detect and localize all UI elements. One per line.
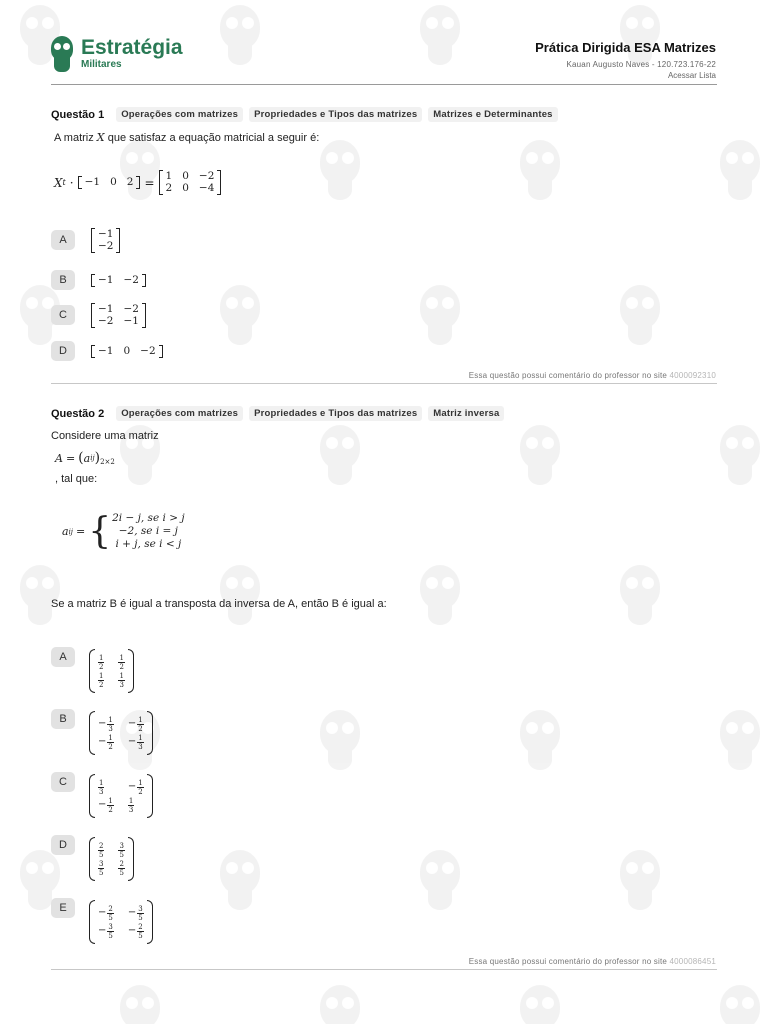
topic-tag[interactable]: Propriedades e Tipos das matrizes: [249, 406, 422, 421]
fraction-numerator: 1: [119, 671, 124, 680]
matrix-cell: 0: [182, 182, 189, 194]
matrix-bracket-right: [217, 170, 221, 195]
question-divider: [51, 969, 717, 970]
def-eq: =: [65, 451, 76, 465]
pw-case: 2i − j, se i > j: [112, 512, 185, 524]
matrix-cell-sign: −: [98, 907, 107, 918]
owl-watermark-icon: [620, 565, 660, 625]
eq-lhs-var: X: [54, 175, 63, 190]
matrix-cell: [128, 779, 144, 796]
matrix-cell: −1: [98, 345, 114, 357]
matrix-cell-fraction: [137, 734, 143, 751]
option-a-matrix: [89, 649, 134, 693]
matrix-cell: −1: [98, 228, 114, 240]
question-2-stem-3: Se a matriz B é igual a transposta da inversa de A, então B é igual a:: [51, 598, 387, 610]
matrix-cell-fraction: [98, 779, 104, 796]
matrix-cell-fraction: [137, 923, 143, 940]
brand-subtitle: Militares: [81, 59, 122, 70]
option-a-matrix: [91, 228, 120, 253]
stem-variable: X: [96, 131, 105, 144]
matrix-cell: [98, 734, 114, 751]
matrix-cell: 2: [165, 182, 173, 194]
matrix-cell: −4: [198, 182, 215, 194]
footer-text: Essa questão possui comentário do professor no site: [468, 371, 668, 380]
matrix-cell: [128, 923, 144, 940]
fraction-numerator: 1: [138, 733, 143, 742]
matrix-bracket-right: [142, 303, 146, 328]
matrix-cell-fraction: [98, 842, 104, 859]
matrix-cell-fraction: [98, 860, 104, 877]
fraction-denominator: 2: [119, 662, 124, 671]
fraction-numerator: 2: [119, 859, 124, 868]
topic-tag[interactable]: Propriedades e Tipos das matrizes: [249, 107, 422, 122]
matrix-bracket-right: [136, 176, 140, 189]
owl-watermark-icon: [520, 425, 560, 485]
owl-watermark-icon: [520, 140, 560, 200]
fraction-numerator: 2: [138, 922, 143, 931]
matrix-cell: 0: [123, 345, 131, 357]
matrix-cell: −2: [198, 170, 215, 182]
question-1-header: [51, 107, 564, 122]
matrix-cells: [95, 345, 159, 358]
matrix-bracket-right: [142, 274, 146, 287]
fraction-denominator: 5: [119, 850, 124, 859]
matrix-cell-sign: −: [127, 781, 137, 792]
owl-watermark-icon: [420, 850, 460, 910]
fraction-denominator: 5: [119, 868, 124, 877]
fraction-numerator: 1: [108, 715, 113, 724]
matrix-cell-sign: −: [98, 718, 107, 729]
matrix-cell-sign: −: [98, 736, 107, 747]
question-divider: [51, 383, 717, 384]
owl-watermark-icon: [120, 985, 160, 1024]
option-e-button[interactable]: E: [51, 898, 75, 918]
question-2-footer: [469, 957, 716, 966]
option-b-button[interactable]: B: [51, 709, 75, 729]
brand-logo[interactable]: [51, 36, 183, 72]
matrix-cell-fraction: [128, 797, 134, 814]
pw-case: −2, se i = j: [118, 525, 178, 537]
owl-watermark-icon: [320, 985, 360, 1024]
fraction-numerator: 3: [99, 859, 104, 868]
question-2-stem-1: Considere uma matriz: [51, 430, 159, 442]
fraction-denominator: 2: [108, 805, 113, 814]
matrix-cell-sign: −: [127, 736, 137, 747]
matrix-cell: −2: [98, 240, 114, 252]
topic-tag[interactable]: Matrizes e Determinantes: [428, 107, 557, 122]
matrix-cells: [95, 841, 128, 878]
matrix-cell-sign: −: [127, 718, 137, 729]
matrix-cell: [98, 923, 114, 940]
owl-watermark-icon: [20, 565, 60, 625]
matrix-cell-fraction: [118, 842, 124, 859]
matrix-cell: −2: [123, 303, 139, 315]
owl-watermark-icon: [420, 285, 460, 345]
pw-lhs: a: [62, 525, 69, 538]
fraction-denominator: 5: [138, 931, 143, 940]
def-paren-right: ): [94, 450, 101, 466]
question-1-footer: [469, 371, 716, 380]
fraction-numerator: 1: [128, 796, 134, 805]
matrix-cell: [98, 797, 114, 814]
fraction-numerator: 3: [138, 904, 143, 913]
owl-watermark-icon: [220, 5, 260, 65]
eq-lhs-sup: t: [62, 178, 66, 187]
owl-watermark-icon: [220, 850, 260, 910]
stem-text: A matriz: [54, 132, 94, 144]
matrix-cell: [128, 716, 144, 733]
owl-watermark-icon: [720, 140, 760, 200]
matrix-cell: −2: [98, 315, 114, 327]
owl-watermark-icon: [720, 985, 760, 1024]
option-c-button[interactable]: C: [51, 305, 75, 325]
header-info: [535, 40, 716, 80]
matrix-cell: [98, 860, 104, 877]
matrix-cells: [82, 176, 137, 189]
matrix-cell: [118, 860, 124, 877]
matrix-cell: [118, 842, 124, 859]
matrix-cells: [95, 904, 147, 941]
question-id-link[interactable]: 4000086451: [669, 957, 716, 966]
eq-rhs-matrix: [159, 170, 222, 195]
option-a-button[interactable]: A: [51, 230, 75, 250]
matrix-cell-sign: −: [127, 925, 137, 936]
owl-watermark-icon: [420, 565, 460, 625]
matrix-cell: 0: [110, 176, 117, 188]
topic-tag[interactable]: Matriz inversa: [428, 406, 504, 421]
matrix-cell-fraction: [118, 860, 124, 877]
matrix-cell: [128, 734, 144, 751]
def-elem: a: [83, 451, 91, 465]
def-elem-sub: ij: [90, 454, 95, 462]
matrix-cell: −1: [123, 315, 139, 327]
owl-watermark-icon: [520, 710, 560, 770]
question-2-stem-2: , tal que:: [55, 473, 98, 485]
fraction-denominator: 5: [99, 850, 104, 859]
matrix-bracket-right: [116, 228, 120, 253]
question-2-header: [51, 406, 510, 421]
def-paren-left: (: [78, 450, 84, 466]
matrix-paren-right: [128, 649, 134, 693]
fraction-numerator: 1: [108, 733, 113, 742]
fraction-denominator: 3: [108, 724, 113, 733]
matrix-cells: [95, 303, 142, 328]
page-title: Prática Dirigida ESA Matrizes: [535, 40, 716, 55]
matrix-cell: [98, 842, 104, 859]
fraction-numerator: 1: [108, 796, 113, 805]
piecewise-definition: [62, 512, 185, 551]
question-number: Questão 2: [51, 407, 105, 420]
fraction-numerator: 1: [138, 715, 143, 724]
matrix-cell: [118, 672, 124, 689]
matrix-cell-fraction: [118, 654, 124, 671]
fraction-denominator: 3: [138, 742, 143, 751]
option-a-button[interactable]: A: [51, 647, 75, 667]
fraction-numerator: 1: [99, 653, 104, 662]
matrix-cell-fraction: [137, 779, 143, 796]
matrix-cells: [95, 715, 147, 752]
owl-watermark-icon: [520, 985, 560, 1024]
matrix-cell-fraction: [107, 734, 113, 751]
brand-name: Estratégia: [81, 36, 183, 59]
option-b-matrix: [89, 711, 153, 755]
fraction-numerator: 1: [119, 653, 124, 662]
fraction-numerator: 2: [99, 841, 104, 850]
fraction-numerator: 1: [99, 778, 104, 787]
stem-text: que satisfaz a equação matricial a seguir é:: [107, 132, 320, 144]
option-c-matrix: [89, 774, 153, 818]
matrix-cell-fraction: [98, 654, 104, 671]
option-d-matrix: [89, 837, 134, 881]
def-size: 2×2: [100, 458, 115, 466]
def-lhs: A: [55, 451, 63, 465]
matrix-cell: 0: [182, 170, 189, 182]
fraction-denominator: 3: [99, 787, 104, 796]
matrix-bracket-right: [159, 345, 163, 358]
matrix-definition: [55, 450, 115, 466]
pw-brace: {: [88, 510, 112, 552]
matrix-cell: 1: [165, 170, 173, 182]
owl-watermark-icon: [420, 5, 460, 65]
matrix-cells: [95, 653, 128, 690]
fraction-denominator: 3: [128, 805, 134, 814]
matrix-cell-fraction: [107, 797, 113, 814]
topic-tag[interactable]: Operações com matrizes: [116, 406, 243, 421]
matrix-cell: [98, 716, 114, 733]
matrix-cell: −1: [98, 303, 114, 315]
matrix-cell-fraction: [137, 716, 143, 733]
matrix-cell-fraction: [107, 923, 113, 940]
open-list-link[interactable]: Acessar Lista: [667, 71, 716, 80]
matrix-cell: [118, 654, 124, 671]
matrix-cell-fraction: [118, 672, 124, 689]
fraction-denominator: 2: [138, 787, 143, 796]
user-info: Kauan Augusto Naves - 120.723.176-22: [566, 60, 716, 69]
pw-case: i + j, se i < j: [115, 538, 182, 550]
fraction-denominator: 5: [138, 913, 143, 922]
owl-watermark-icon: [620, 850, 660, 910]
matrix-cell: [98, 905, 114, 922]
option-d-button[interactable]: D: [51, 341, 75, 361]
matrix-paren-right: [147, 900, 153, 944]
pw-lhs-sub: ij: [68, 527, 73, 536]
matrix-cell: −1: [84, 176, 101, 188]
option-d-matrix: [91, 345, 163, 358]
fraction-denominator: 5: [108, 931, 113, 940]
option-b-button[interactable]: B: [51, 270, 75, 290]
question-1-equation: [54, 170, 221, 195]
matrix-paren-right: [128, 837, 134, 881]
matrix-cell-fraction: [107, 905, 113, 922]
option-b-matrix: [91, 274, 146, 287]
footer-text: Essa questão possui comentário do professor no site: [468, 957, 668, 966]
option-e-matrix: [89, 900, 153, 944]
owl-watermark-icon: [220, 565, 260, 625]
question-id-link[interactable]: 4000092310: [669, 371, 716, 380]
owl-watermark-icon: [320, 140, 360, 200]
matrix-cell: −1: [98, 274, 114, 286]
eq-row-matrix: [78, 176, 141, 189]
option-d-button[interactable]: D: [51, 835, 75, 855]
matrix-cells: [163, 170, 218, 195]
owl-watermark-icon: [720, 425, 760, 485]
owl-logo-icon: [51, 36, 73, 72]
matrix-cells: [95, 274, 142, 287]
fraction-denominator: 2: [138, 724, 143, 733]
fraction-denominator: 5: [99, 868, 104, 877]
matrix-cell-sign: −: [127, 907, 137, 918]
pw-cases: [112, 512, 184, 551]
matrix-cell: [98, 654, 104, 671]
matrix-cells: [95, 778, 147, 815]
matrix-cells: [95, 228, 116, 253]
header-divider: [51, 84, 717, 85]
fraction-denominator: 3: [119, 680, 124, 689]
owl-watermark-icon: [220, 285, 260, 345]
matrix-cell-fraction: [98, 672, 104, 689]
option-c-button[interactable]: C: [51, 772, 75, 792]
fraction-numerator: 1: [99, 671, 104, 680]
fraction-denominator: 2: [99, 680, 104, 689]
matrix-cell: 2: [126, 176, 134, 188]
matrix-cell-sign: −: [98, 799, 107, 810]
matrix-paren-right: [147, 711, 153, 755]
fraction-numerator: 1: [138, 778, 143, 787]
eq-equals: =: [144, 175, 155, 190]
fraction-denominator: 2: [108, 742, 113, 751]
matrix-cell-fraction: [107, 716, 113, 733]
matrix-cell: [98, 672, 104, 689]
fraction-numerator: 3: [108, 922, 113, 931]
fraction-denominator: 2: [99, 662, 104, 671]
eq-dot: ·: [69, 175, 74, 190]
owl-watermark-icon: [320, 425, 360, 485]
owl-watermark-icon: [620, 285, 660, 345]
owl-watermark-icon: [320, 710, 360, 770]
matrix-cell-sign: −: [98, 925, 107, 936]
pw-eq: =: [75, 525, 86, 538]
question-1-stem: [54, 131, 319, 144]
fraction-denominator: 5: [108, 913, 113, 922]
fraction-numerator: 3: [119, 841, 124, 850]
matrix-cell: [98, 779, 114, 796]
matrix-cell: [128, 797, 144, 814]
question-number: Questão 1: [51, 108, 105, 121]
matrix-cell: −2: [140, 345, 156, 357]
matrix-paren-right: [147, 774, 153, 818]
option-c-matrix: [91, 303, 146, 328]
matrix-cell: [128, 905, 144, 922]
fraction-numerator: 2: [108, 904, 113, 913]
topic-tag[interactable]: Operações com matrizes: [116, 107, 243, 122]
matrix-cell-fraction: [137, 905, 143, 922]
matrix-cell: −2: [123, 274, 139, 286]
owl-watermark-icon: [720, 710, 760, 770]
